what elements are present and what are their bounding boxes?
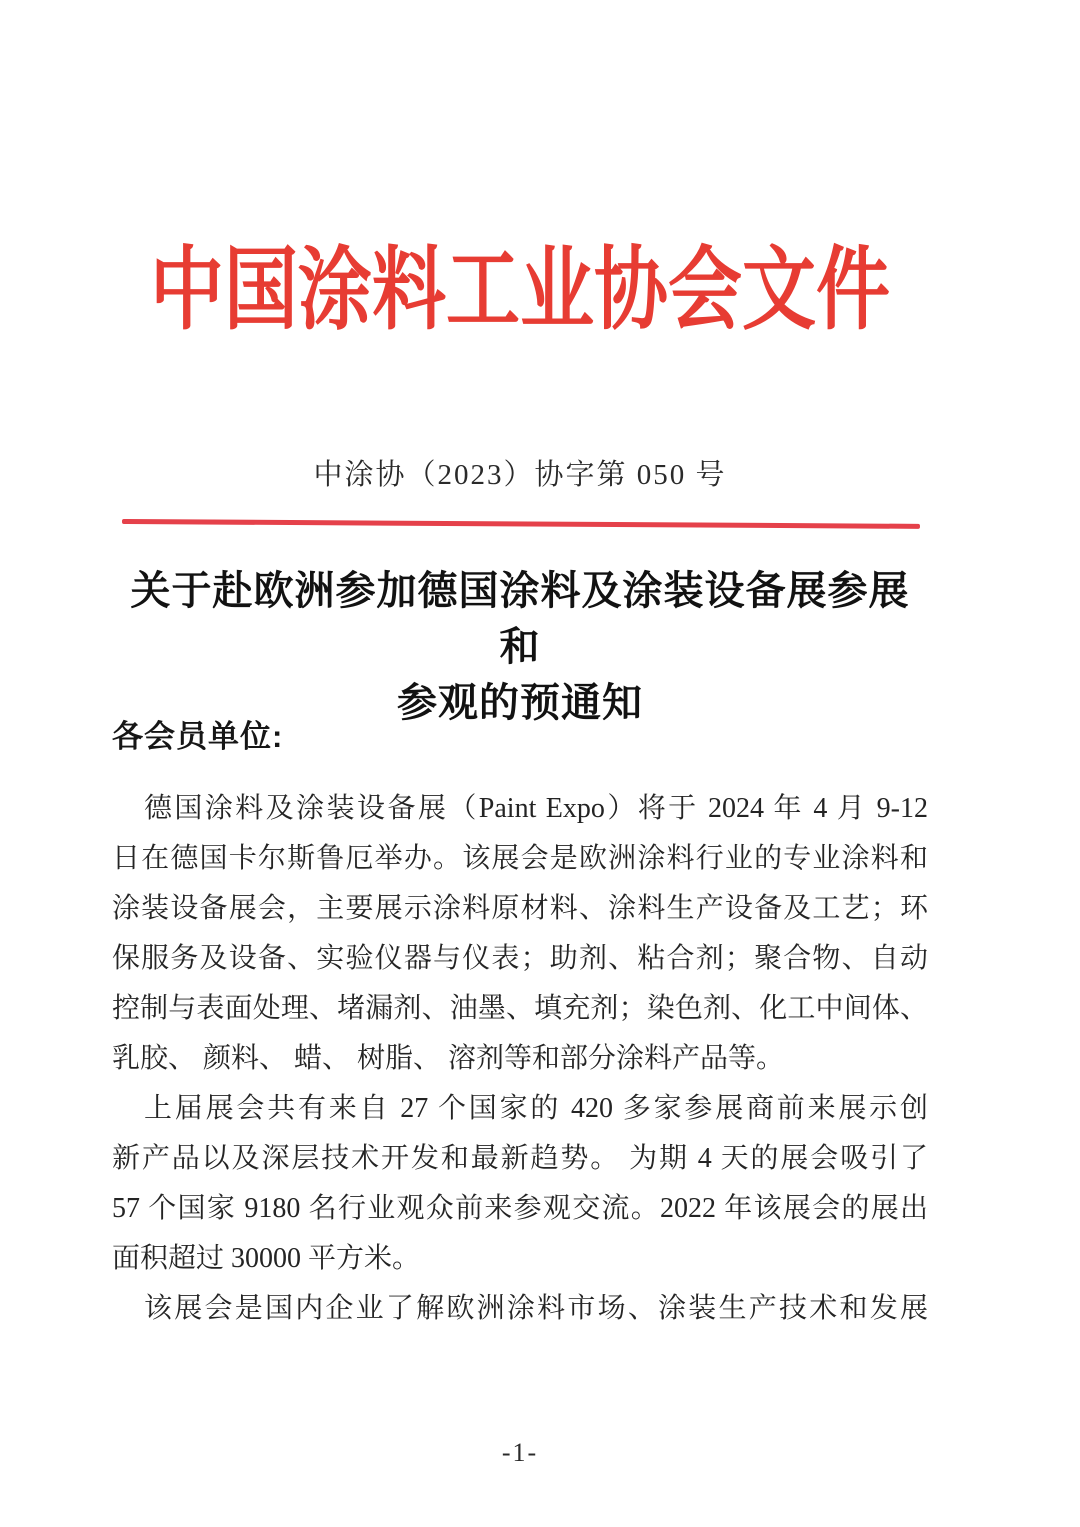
body-line: 面积超过 30000 平方米。 bbox=[112, 1243, 421, 1274]
document-title-line2: 参观的预通知 bbox=[397, 680, 643, 725]
page-number: -1- bbox=[501, 1438, 539, 1467]
body-line: 57 个国家 9180 名行业观众前来参观交流。2022 年该展会的展出 bbox=[112, 1193, 928, 1224]
document-content bbox=[112, 0, 928, 1527]
document-title bbox=[112, 563, 928, 731]
body-line: 乳胶、 颜料、 蜡、 树脂、 溶剂等和部分涂料产品等。 bbox=[112, 1043, 785, 1074]
document-title-line1: 关于赴欧洲参加德国涂料及涂装设备展参展和 bbox=[130, 568, 910, 669]
body bbox=[112, 784, 928, 1334]
red-rule-divider bbox=[122, 519, 920, 529]
body-line: 新产品以及深层技术开发和最新趋势。 为期 4 天的展会吸引了 bbox=[112, 1143, 928, 1174]
body-line: 该展会是国内企业了解欧洲涂料市场、涂装生产技术和发展 bbox=[144, 1293, 928, 1324]
body-line: 日在德国卡尔斯鲁厄举办。该展会是欧洲涂料行业的专业涂料和 bbox=[112, 843, 928, 874]
body-line: 控制与表面处理、堵漏剂、油墨、填充剂；染色剂、化工中间体、 bbox=[112, 993, 928, 1024]
body-line: 德国涂料及涂装设备展（Paint Expo）将于 2024 年 4 月 9-12 bbox=[144, 793, 928, 824]
body-line: 上届展会共有来自 27 个国家的 420 多家参展商前来展示创 bbox=[144, 1093, 928, 1124]
body-line: 保服务及设备、实验仪器与仪表；助剂、粘合剂；聚合物、自动 bbox=[112, 943, 928, 974]
body-line: 涂装设备展会，主要展示涂料原材料、涂料生产设备及工艺；环 bbox=[112, 893, 928, 924]
salutation: 各会员单位: bbox=[112, 719, 284, 754]
doc-number: 中涂协（2023）协字第 050 号 bbox=[313, 459, 727, 491]
org-header-title: 中国涂料工业协会文件 bbox=[150, 241, 890, 342]
